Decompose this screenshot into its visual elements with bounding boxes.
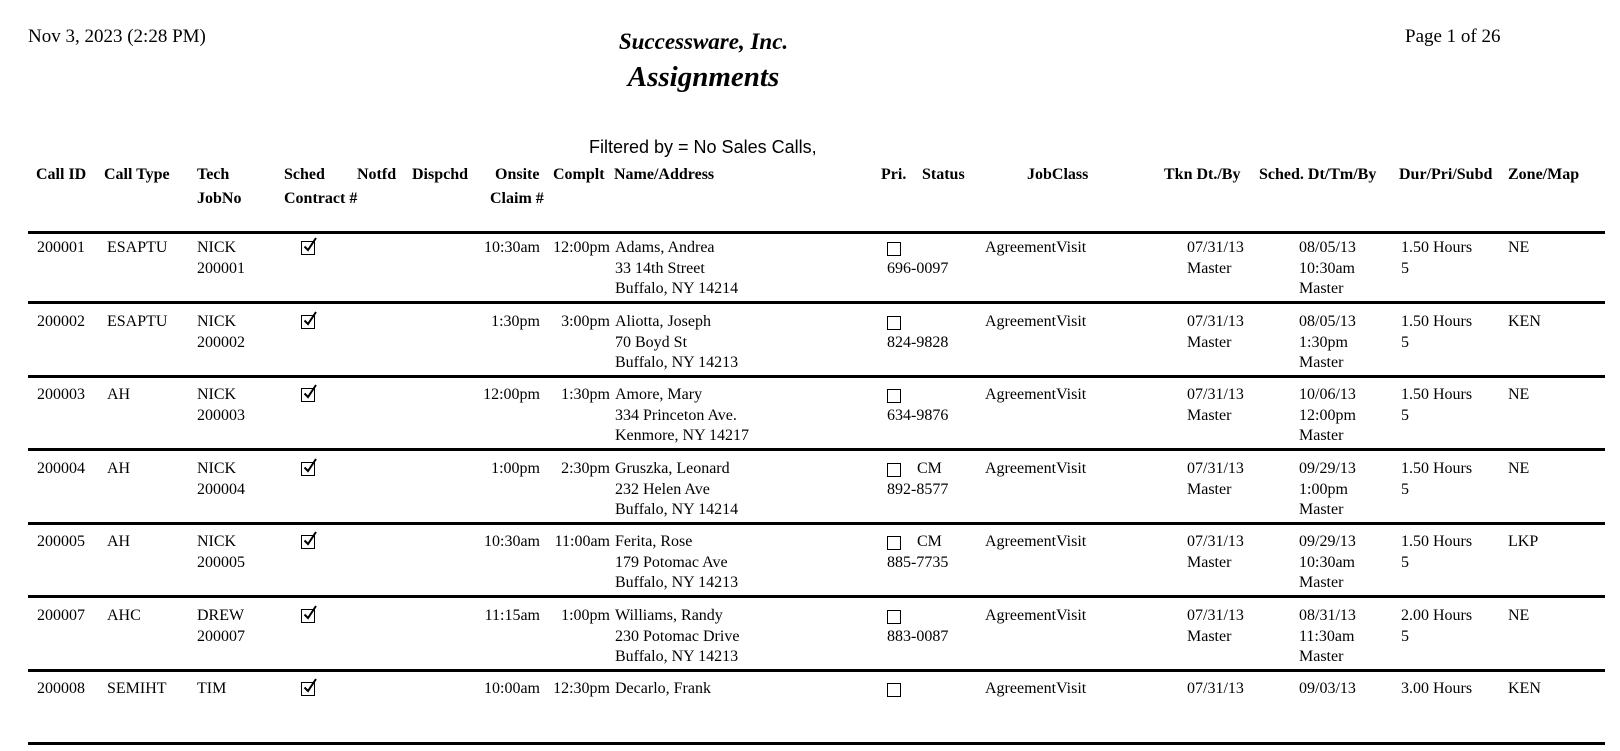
- priority-value: 5: [1401, 333, 1409, 351]
- col-complt: Complt: [553, 166, 605, 183]
- taken-by: Master: [1187, 407, 1232, 424]
- col-contract: Contract #: [284, 190, 358, 207]
- call-type: ESAPTU: [107, 239, 168, 256]
- row-rule: [28, 375, 1605, 378]
- tech: NICK: [197, 459, 237, 477]
- priority-checkbox[interactable]: [887, 463, 901, 477]
- sched-time: 1:00pm: [1299, 480, 1348, 498]
- job-no: 200003: [197, 407, 245, 424]
- address-line-2: Buffalo, NY 14214: [615, 500, 739, 518]
- col-dispchd: Dispchd: [412, 166, 469, 183]
- address-line-2: Buffalo, NY 14213: [615, 353, 739, 371]
- col-pri: Pri.: [881, 166, 907, 183]
- taken-date: 07/31/13: [1187, 312, 1244, 330]
- phone-number: 696-0097: [887, 260, 949, 277]
- col-onsite: Onsite: [495, 166, 540, 183]
- sched-checkbox[interactable]: [301, 241, 315, 255]
- call-id: 200007: [37, 606, 85, 624]
- complete-time: 11:00am: [554, 533, 610, 550]
- zone: NE: [1508, 459, 1530, 477]
- customer-name: Decarlo, Frank: [615, 680, 711, 697]
- call-id: 200005: [37, 533, 85, 550]
- priority-checkbox[interactable]: [887, 242, 901, 256]
- sched-checkbox[interactable]: [301, 462, 315, 476]
- job-class: AgreementVisit: [985, 533, 1087, 550]
- tech: TIM: [197, 680, 227, 697]
- call-type: AH: [107, 386, 131, 403]
- col-sched: Sched: [284, 166, 325, 183]
- onsite-time: 1:00pm: [491, 459, 540, 477]
- status-code: CM: [917, 533, 942, 550]
- row-rule: [28, 595, 1605, 598]
- complete-time: 12:30pm: [553, 680, 610, 697]
- job-class: AgreementVisit: [985, 312, 1087, 330]
- taken-by: Master: [1187, 480, 1232, 498]
- duration: 1.50 Hours: [1401, 533, 1473, 550]
- col-call-id: Call ID: [36, 166, 87, 183]
- job-class: AgreementVisit: [985, 606, 1087, 624]
- sched-time: 10:30am: [1299, 260, 1355, 277]
- taken-by: Master: [1187, 260, 1232, 277]
- job-class: AgreementVisit: [985, 239, 1087, 256]
- check-icon: [302, 311, 318, 329]
- priority-checkbox[interactable]: [887, 610, 901, 624]
- col-tkn-dt-by: Tkn Dt./By: [1164, 166, 1241, 183]
- address-line-1: 232 Helen Ave: [615, 480, 710, 498]
- zone: NE: [1508, 606, 1530, 624]
- sched-by: Master: [1299, 353, 1344, 371]
- table-row: [0, 678, 1620, 751]
- taken-date: 07/31/13: [1187, 533, 1244, 550]
- table-row: [0, 311, 1620, 384]
- call-id: 200001: [37, 239, 85, 256]
- priority-value: 5: [1401, 407, 1409, 424]
- duration: 1.50 Hours: [1401, 312, 1473, 330]
- row-rule: [28, 522, 1605, 525]
- call-id: 200003: [37, 386, 85, 403]
- col-zone-map: Zone/Map: [1508, 166, 1580, 183]
- onsite-time: 1:30pm: [491, 312, 540, 330]
- sched-time: 11:30am: [1299, 627, 1355, 645]
- customer-name: Williams, Randy: [615, 606, 723, 624]
- sched-checkbox[interactable]: [301, 535, 315, 549]
- onsite-time: 10:30am: [484, 533, 540, 550]
- sched-date: 08/31/13: [1299, 606, 1356, 624]
- sched-by: Master: [1299, 500, 1344, 518]
- address-line-2: Buffalo, NY 14213: [615, 574, 739, 591]
- col-sched-dt-tm-by: Sched. Dt/Tm/By: [1259, 166, 1377, 183]
- duration: 2.00 Hours: [1401, 606, 1473, 624]
- job-class: AgreementVisit: [985, 386, 1087, 403]
- header-rule: [28, 231, 1605, 234]
- filter-description: Filtered by = No Sales Calls,: [589, 137, 817, 157]
- sched-time: 10:30am: [1299, 554, 1355, 571]
- onsite-time: 10:00am: [484, 680, 540, 697]
- priority-value: 5: [1401, 554, 1409, 571]
- sched-time: 1:30pm: [1299, 333, 1348, 351]
- phone-number: 892-8577: [887, 480, 949, 498]
- priority-value: 5: [1401, 260, 1409, 277]
- customer-name: Ferita, Rose: [615, 533, 693, 550]
- zone: LKP: [1508, 533, 1539, 550]
- phone-number: 824-9828: [887, 333, 949, 351]
- zone: KEN: [1508, 312, 1541, 330]
- job-no: 200001: [197, 260, 245, 277]
- col-jobno: JobNo: [197, 190, 242, 207]
- call-id: 200002: [37, 312, 85, 330]
- priority-checkbox[interactable]: [887, 316, 901, 330]
- check-icon: [302, 531, 318, 549]
- address-line-2: Buffalo, NY 14213: [615, 647, 739, 665]
- call-id: 200008: [37, 680, 85, 697]
- col-call-type: Call Type: [104, 166, 170, 183]
- priority-checkbox[interactable]: [887, 536, 901, 550]
- duration: 3.00 Hours: [1401, 680, 1473, 697]
- customer-name: Adams, Andrea: [615, 239, 715, 256]
- check-icon: [302, 384, 318, 402]
- col-claim: Claim #: [490, 190, 544, 207]
- tech: DREW: [197, 606, 245, 624]
- tech: NICK: [197, 533, 237, 550]
- check-icon: [302, 237, 318, 255]
- taken-by: Master: [1187, 554, 1232, 571]
- address-line-1: 33 14th Street: [615, 260, 705, 277]
- duration: 1.50 Hours: [1401, 386, 1473, 403]
- zone: KEN: [1508, 680, 1541, 697]
- address-line-1: 230 Potomac Drive: [615, 627, 740, 645]
- complete-time: 1:00pm: [561, 606, 610, 624]
- sched-checkbox[interactable]: [301, 388, 315, 402]
- duration: 1.50 Hours: [1401, 239, 1473, 256]
- taken-by: Master: [1187, 627, 1232, 645]
- sched-checkbox[interactable]: [301, 315, 315, 329]
- phone-number: 885-7735: [887, 554, 949, 571]
- page-number: Page 1 of 26: [1405, 26, 1501, 47]
- col-name-address: Name/Address: [614, 166, 715, 183]
- company-name: Successware, Inc.: [618, 29, 789, 54]
- address-line-1: 179 Potomac Ave: [615, 554, 728, 571]
- row-rule: [28, 669, 1605, 672]
- table-row: [0, 605, 1620, 678]
- priority-value: 5: [1401, 627, 1409, 645]
- taken-date: 07/31/13: [1187, 386, 1244, 403]
- sched-by: Master: [1299, 647, 1344, 665]
- row-rule: [28, 742, 1605, 745]
- call-type: AH: [107, 533, 131, 550]
- taken-by: Master: [1187, 333, 1232, 351]
- table-row: [0, 384, 1620, 457]
- complete-time: 3:00pm: [561, 312, 610, 330]
- job-no: 200004: [197, 480, 245, 498]
- customer-name: Aliotta, Joseph: [615, 312, 711, 330]
- tech: NICK: [197, 312, 237, 330]
- report-date: Nov 3, 2023 (2:28 PM): [28, 26, 206, 47]
- check-icon: [302, 678, 318, 696]
- taken-date: 07/31/13: [1187, 459, 1244, 477]
- row-rule: [28, 301, 1605, 304]
- sched-date: 10/06/13: [1299, 386, 1356, 403]
- status-code: CM: [917, 459, 942, 477]
- address-line-2: Kenmore, NY 14217: [615, 427, 750, 444]
- col-status: Status: [922, 166, 965, 183]
- call-type: AH: [107, 459, 131, 477]
- col-dur-pri-subd: Dur/Pri/Subd: [1399, 166, 1493, 183]
- taken-date: 07/31/13: [1187, 239, 1244, 256]
- priority-value: 5: [1401, 480, 1409, 498]
- report-title: Assignments: [627, 61, 780, 93]
- check-icon: [302, 605, 318, 623]
- duration: 1.50 Hours: [1401, 459, 1473, 477]
- call-id: 200004: [37, 459, 85, 477]
- sched-date: 08/05/13: [1299, 239, 1356, 256]
- sched-by: Master: [1299, 280, 1344, 297]
- col-tech: Tech: [197, 166, 230, 183]
- job-no: 200005: [197, 554, 245, 571]
- complete-time: 1:30pm: [561, 386, 610, 403]
- taken-date: 07/31/13: [1187, 680, 1244, 697]
- taken-date: 07/31/13: [1187, 606, 1244, 624]
- col-jobclass: JobClass: [1027, 166, 1089, 183]
- tech: NICK: [197, 386, 237, 403]
- address-line-1: 334 Princeton Ave.: [615, 407, 737, 424]
- onsite-time: 10:30am: [484, 239, 540, 256]
- sched-by: Master: [1299, 574, 1344, 591]
- phone-number: 634-9876: [887, 407, 949, 424]
- address-line-1: 70 Boyd St: [615, 333, 688, 351]
- job-no: 200007: [197, 627, 245, 645]
- col-notfd: Notfd: [357, 166, 397, 183]
- sched-date: 09/03/13: [1299, 680, 1356, 697]
- sched-checkbox[interactable]: [301, 609, 315, 623]
- onsite-time: 12:00pm: [483, 386, 540, 403]
- check-icon: [302, 458, 318, 476]
- sched-date: 08/05/13: [1299, 312, 1356, 330]
- sched-by: Master: [1299, 427, 1344, 444]
- complete-time: 2:30pm: [561, 459, 610, 477]
- table-row: [0, 458, 1620, 531]
- address-line-2: Buffalo, NY 14214: [615, 280, 739, 297]
- customer-name: Gruszka, Leonard: [615, 459, 730, 477]
- job-class: AgreementVisit: [985, 459, 1087, 477]
- zone: NE: [1508, 239, 1530, 256]
- call-type: ESAPTU: [107, 312, 168, 330]
- priority-checkbox[interactable]: [887, 389, 901, 403]
- sched-date: 09/29/13: [1299, 459, 1356, 477]
- phone-number: 883-0087: [887, 627, 949, 645]
- table-row: [0, 237, 1620, 310]
- sched-date: 09/29/13: [1299, 533, 1356, 550]
- customer-name: Amore, Mary: [615, 386, 703, 403]
- onsite-time: 11:15am: [484, 606, 540, 624]
- call-type: SEMIHT: [107, 680, 167, 697]
- priority-checkbox[interactable]: [887, 683, 901, 697]
- sched-time: 12:00pm: [1299, 407, 1356, 424]
- zone: NE: [1508, 386, 1530, 403]
- job-class: AgreementVisit: [985, 680, 1087, 697]
- job-no: 200002: [197, 333, 245, 351]
- table-row: [0, 531, 1620, 604]
- tech: NICK: [197, 239, 237, 256]
- call-type: AHC: [107, 606, 141, 624]
- row-rule: [28, 448, 1605, 451]
- complete-time: 12:00pm: [553, 239, 610, 256]
